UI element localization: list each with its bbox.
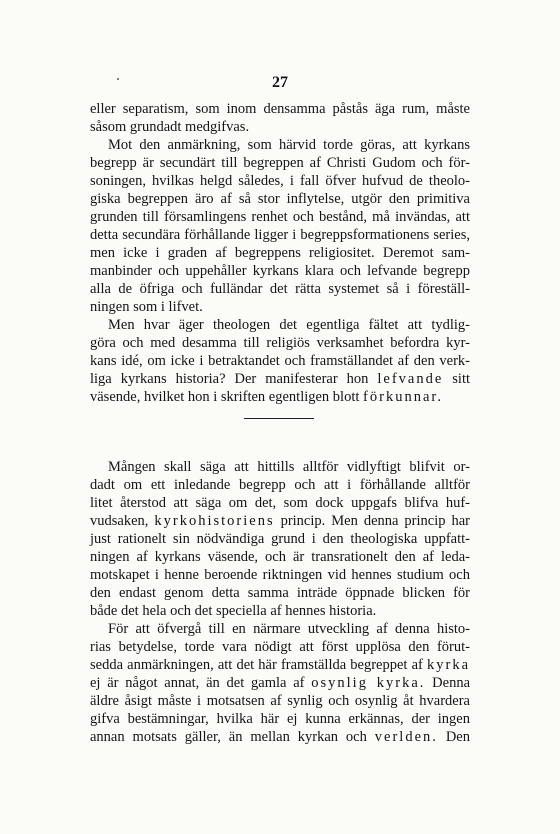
text-line: både det hela och det speciella af hennes historia. — [90, 603, 377, 619]
text-line — [90, 674, 470, 692]
text-run: sitt — [443, 371, 470, 387]
text-line: ningen som i lifvet. — [90, 299, 203, 315]
text-line: grunden till församlingens renhet och bestånd, må invändas, att — [90, 209, 470, 225]
text-run: väsende, hvilket hon i skriften egentligen blott — [90, 389, 364, 405]
text-line: göra och med desamma till religiös verksamhet befordra kyr- — [90, 335, 470, 351]
text-run: annan motsats gäller, än mellan kyrkan och — [90, 729, 375, 745]
emphasized-word: kyrkohistoriens — [154, 513, 275, 529]
page-number: 27 — [272, 74, 288, 91]
text-line — [90, 370, 470, 388]
text-line — [90, 728, 470, 746]
text-line: alla de öfriga och fulländar det rätta systemet så i föreställ- — [90, 281, 470, 297]
text-line: motskapet i henne beroende riktningen vid hennes studium och — [90, 567, 470, 583]
text-run: princip. Men denna princip har — [274, 513, 470, 529]
emphasized-word: lefvande — [377, 371, 444, 387]
emphasized-word: kyrka — [426, 657, 470, 673]
text-line: just rationelt sin nödvändiga grund i den theologiska uppfatt- — [90, 531, 470, 547]
text-line: gifva bestämningar, hvilka här ej kunna erkännas, der ingen — [90, 711, 470, 727]
text-run: Den — [437, 729, 470, 745]
text-line: detta secundära förhållande ligger i begreppsformationens series, — [90, 227, 470, 243]
text-line: Men hvar äger theologen det egentliga fältet att tydlig- — [108, 317, 470, 333]
text-line: soningen, hvilkas helgd således, i fall öfver hufvud de theolo- — [90, 173, 470, 189]
text-line: begrepp är secundärt till begreppen af Christi Gudom och för- — [90, 155, 470, 171]
text-line: Mången skall säga att hittills alltför vidlyftigt blifvit or- — [108, 459, 470, 475]
text-line: äldre åsigt måste i motsatsen af synlig och osynlig åt hvardera — [90, 693, 470, 709]
text-line: För att öfvergå till en närmare utveckling af denna histo- — [108, 621, 470, 637]
text-line: eller separatism, som inom densamma påstås äga rum, måste — [90, 101, 470, 117]
text-line: manbinder och uppehåller kyrkans klara och lefvande begrepp — [90, 263, 470, 279]
emphasized-word: verlden. — [374, 729, 438, 745]
text-run: sedda anmärkningen, att det här framställda begreppet af — [90, 657, 427, 673]
text-line: litet återstod att säga om det, som dock uppgafs blifva huf- — [90, 495, 470, 511]
text-line — [90, 656, 470, 674]
text-line — [90, 388, 470, 406]
text-line — [90, 512, 470, 530]
text-line: dadt om ett inledande begrepp och att i förhållande alltför — [90, 477, 470, 493]
text-run: Denna — [425, 675, 471, 691]
section-divider — [244, 418, 314, 419]
text-run: liga kyrkans historia? Der manifesterar hon — [90, 371, 378, 387]
text-run: vudsaken, — [90, 513, 155, 529]
text-line: Mot den anmärkning, som härvid torde göras, att kyrkans — [108, 137, 470, 153]
text-line: kans idé, om icke i betraktandet och framställandet af den verk- — [90, 353, 470, 369]
text-line: men icke i graden af begreppens religiositet. Deremot sam- — [90, 245, 470, 261]
emphasized-word: osynlig kyrka. — [311, 675, 426, 691]
text-run: ej är något annat, än det gamla af — [90, 675, 312, 691]
text-line: giska begreppen äro af så stor inflytelse, utgör den primitiva — [90, 191, 470, 207]
text-line: såsom grundadt medgifvas. — [90, 119, 250, 135]
text-line: den endast genom detta samma inträde öppnade blicken för — [90, 585, 470, 601]
emphasized-word: förkunnar. — [363, 389, 444, 405]
text-line: rias betydelse, torde vara nödigt att först upplösa den förut- — [90, 639, 470, 655]
text-line: ningen af kyrkans väsende, och är transrationelt den af leda- — [90, 549, 470, 565]
